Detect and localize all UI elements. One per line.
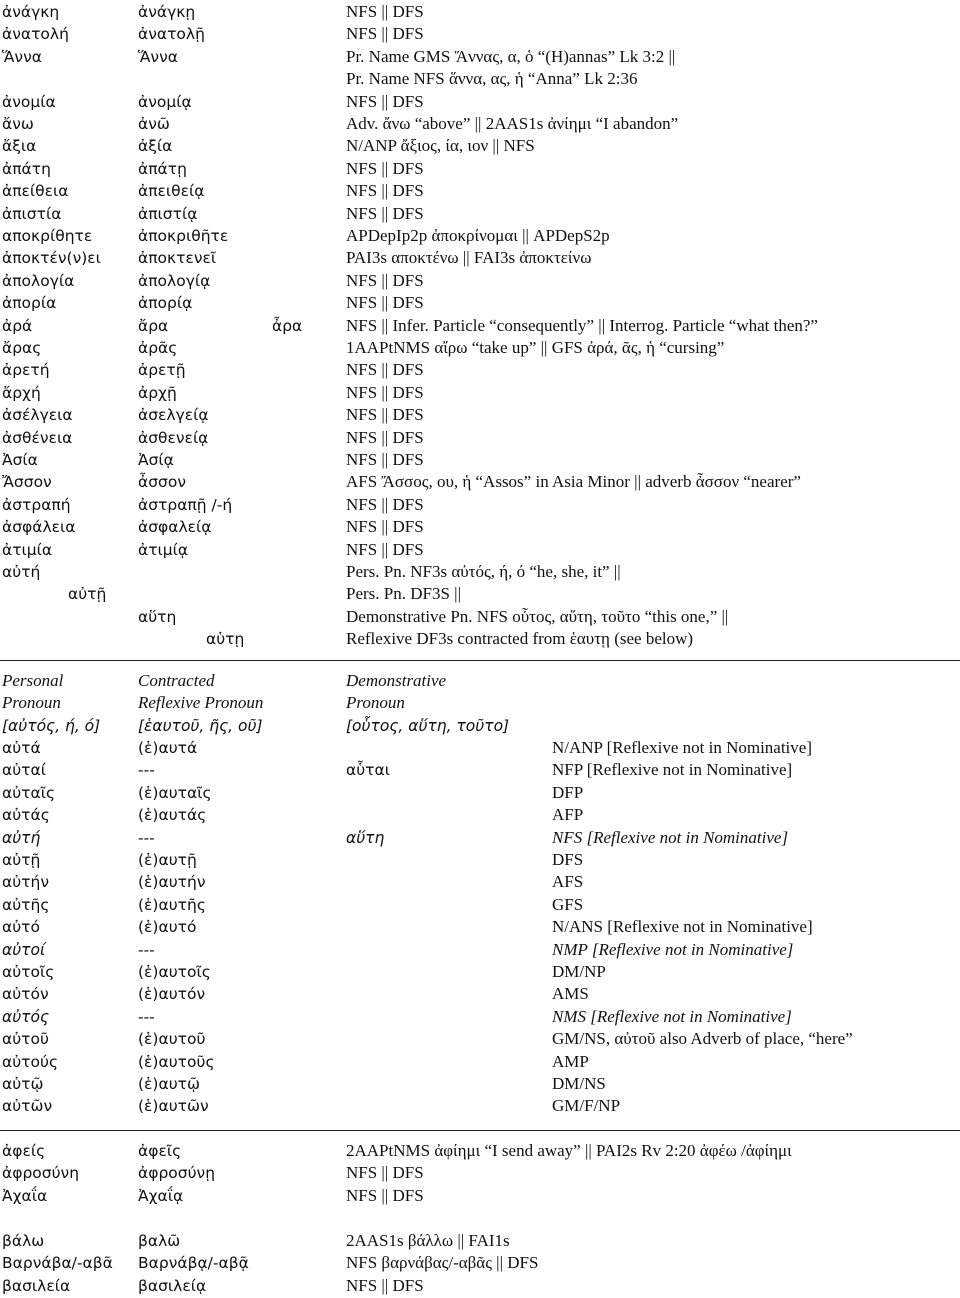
inflected-form: αὕτη	[138, 607, 177, 626]
grammar-note: NFP [Reflexive not in Nominative]	[552, 760, 793, 780]
header-reflexive: Reflexive Pronoun	[138, 693, 264, 713]
parsing-note: NFS || DFS	[346, 450, 424, 469]
inflected-form: Ἅννα	[138, 47, 178, 66]
table-header-row	[0, 715, 960, 737]
grammar-note: AMP	[552, 1051, 589, 1071]
lexical-form: Βαρνάβα/-αβᾶ	[2, 1254, 113, 1273]
entry-row	[0, 427, 960, 449]
table-header-row	[0, 670, 960, 692]
table-row	[0, 1006, 960, 1028]
lexical-form: ἀπείθεια	[2, 182, 69, 201]
grammar-note: NMP [Reflexive not in Nominative]	[552, 939, 794, 959]
parsing-note: Reflexive DF3s contracted from ἑαυτῃ (see below)	[346, 629, 694, 649]
inflected-form: ἀσθενείᾳ	[138, 428, 209, 447]
entry-row	[0, 1140, 960, 1162]
table-header-row	[0, 692, 960, 714]
reflexive-pronoun: (ἑ)αυτῇ	[138, 851, 197, 869]
parsing-note: NFS || DFS	[346, 2, 424, 21]
lexical-form: ἀπάτη	[2, 159, 51, 178]
grammar-note: DFP	[552, 782, 584, 802]
inflected-form: Ἀσίᾳ	[138, 451, 174, 469]
header-demonstrative: Demonstrative	[346, 671, 447, 690]
parsing-note: NFS || DFS	[346, 382, 424, 402]
header-reflexive: Contracted	[138, 671, 215, 690]
section-divider	[0, 1130, 960, 1131]
parsing-note: NFS || DFS	[346, 1163, 424, 1183]
entry-row	[0, 292, 960, 314]
reflexive-pronoun: (ἑ)αυτά	[138, 739, 198, 757]
lexical-form: ἀρετή	[2, 361, 50, 380]
parsing-note: N/ANP ἄξιος, ία, ιον || NFS	[346, 136, 535, 156]
demonstrative-pronoun: αὗται	[346, 761, 390, 780]
personal-pronoun: αὐτήν	[2, 873, 49, 892]
entry-row	[0, 1252, 960, 1274]
entry-row	[0, 359, 960, 381]
lexical-form: ἀφείς	[2, 1142, 46, 1160]
personal-pronoun: αὐτοῖς	[2, 963, 55, 981]
entry-row	[0, 46, 960, 68]
entry-row	[0, 404, 960, 426]
lexical-form: ἄρχή	[2, 383, 41, 402]
entry-row	[0, 1275, 960, 1297]
grammar-note: DFS	[552, 850, 584, 869]
entry-row	[0, 1, 960, 23]
parsing-note: NFS || Infer. Particle “consequently” || Interrog. Particle “what then?”	[346, 315, 818, 335]
header-demonstrative: Pronoun	[346, 693, 405, 713]
parsing-note: NFS || DFS	[346, 539, 424, 559]
table-row	[0, 1095, 960, 1117]
inflected-form: ἀσελγείᾳ	[138, 406, 209, 425]
entry-row	[0, 158, 960, 180]
lexical-form: αὐτή	[2, 563, 41, 581]
entry-row	[0, 471, 960, 493]
parsing-note: NFS || DFS	[346, 494, 424, 514]
table-row	[0, 804, 960, 826]
lexical-form: βάλω	[2, 1232, 45, 1250]
grammar-note: N/ANS [Reflexive not in Nominative]	[552, 917, 813, 937]
reflexive-pronoun: (ἑ)αυτῆς	[138, 895, 206, 914]
personal-pronoun: αὐτό	[2, 918, 41, 937]
inflected-form: ἀνατολῇ	[138, 25, 205, 44]
inflected-form: ἀρετῇ	[138, 361, 186, 380]
parsing-note: NFS || DFS	[346, 158, 424, 178]
lexical-form: ἀστραπή	[2, 495, 71, 514]
personal-pronoun: αὐτοί	[2, 940, 46, 959]
header-personal: [αὐτός, ή, ό]	[2, 716, 101, 735]
table-row	[0, 1051, 960, 1073]
parsing-note: NFS || DFS	[346, 1275, 424, 1295]
inflected-form: Βαρνάβᾳ/-αβᾷ	[138, 1254, 249, 1273]
lexical-form: ἀφροσύνη	[2, 1164, 80, 1183]
header-personal: Pronoun	[2, 693, 61, 713]
parsing-note: Pr. Name GMS Ἅννας, α, ὁ “(H)annas” Lk 3:2 ||	[346, 46, 676, 66]
lexical-form: ἀνομία	[2, 92, 56, 111]
inflected-form: ἀπολογίᾳ	[138, 271, 211, 290]
entry-row	[0, 561, 960, 583]
entry-row	[0, 583, 960, 605]
lexical-form: ἀποκτέν(ν)ει	[2, 249, 101, 268]
personal-pronoun: αὐτάς	[2, 806, 50, 825]
entry-row	[0, 606, 960, 628]
parsing-note: NFS || DFS	[346, 517, 424, 537]
inflected-form: Ἀχαΐᾳ	[138, 1186, 184, 1205]
table-row	[0, 894, 960, 916]
reflexive-pronoun: ---	[138, 1007, 155, 1026]
entry-row	[0, 1185, 960, 1207]
reflexive-pronoun: (ἑ)αυτοῖς	[138, 963, 211, 981]
personal-pronoun: αὐτῇ	[2, 851, 41, 869]
personal-pronoun: αὐτῷ	[2, 1075, 44, 1093]
parsing-note: NFS βαρνάβας/-αβᾶς || DFS	[346, 1253, 539, 1273]
parsing-note: NFS || DFS	[346, 24, 424, 44]
table-row	[0, 983, 960, 1005]
reflexive-pronoun: (ἑ)αυτήν	[138, 873, 206, 892]
parsing-note: NFS || DFS	[346, 360, 424, 380]
entry-row	[0, 135, 960, 157]
grammar-note: GFS	[552, 894, 584, 914]
grammar-note: N/ANP [Reflexive not in Nominative]	[552, 738, 812, 757]
table-row	[0, 871, 960, 893]
entry-row	[0, 91, 960, 113]
personal-pronoun: αὐτούς	[2, 1052, 59, 1071]
header-personal: Personal	[2, 671, 64, 690]
table-row	[0, 1073, 960, 1095]
entry-row	[0, 382, 960, 404]
inflected-form: ἀνῶ	[138, 115, 170, 133]
table-row	[0, 939, 960, 961]
entry-row	[0, 1162, 960, 1184]
inflected-form: ἀφροσύνῃ	[138, 1164, 216, 1183]
inflected-form: ἆσσον	[138, 473, 187, 492]
entry-row	[0, 315, 960, 337]
lexical-form: Ἀσία	[2, 451, 38, 469]
inflected-form: ἀρᾶς	[138, 339, 178, 357]
lexical-form: Ἅννα	[2, 47, 42, 66]
table-row	[0, 916, 960, 938]
inflected-form: ἀστραπῇ /-ή	[138, 495, 233, 514]
personal-pronoun: αὐτῶν	[2, 1097, 53, 1116]
reflexive-pronoun: (ἑ)αυτῷ	[138, 1075, 200, 1093]
lexical-form: αὐτῇ	[68, 585, 107, 604]
personal-pronoun: αὐτά	[2, 739, 41, 757]
table-row	[0, 961, 960, 983]
entry-row	[0, 68, 960, 90]
entry-row	[0, 516, 960, 538]
table-row	[0, 849, 960, 871]
reflexive-pronoun: ---	[138, 761, 155, 780]
lexical-form: ἄνω	[2, 115, 34, 133]
parsing-note: PAI3s αποκτένω || FAI3s ἀποκτείνω	[346, 248, 592, 268]
parsing-note: NFS || DFS	[346, 293, 424, 313]
inflected-form: ἀπιστίᾳ	[138, 204, 198, 223]
entry-row	[0, 1230, 960, 1252]
entry-row	[0, 203, 960, 225]
inflected-form: ἀπειθείᾳ	[138, 182, 205, 201]
parsing-note: Pers. Pn. DF3S ||	[346, 584, 461, 604]
inflected-form: αὑτῃ	[206, 630, 245, 649]
grammar-note: GM/F/NP	[552, 1096, 621, 1116]
parsing-note: NFS || DFS	[346, 91, 424, 111]
reflexive-pronoun: (ἑ)αυταῖς	[138, 783, 212, 802]
reflexive-pronoun: (ἑ)αυτάς	[138, 806, 207, 825]
parsing-note: NFS || DFS	[346, 427, 424, 447]
entry-row	[0, 494, 960, 516]
header-reflexive: [ἑαυτοῦ, ῆς, οῦ]	[138, 716, 263, 735]
parsing-note: NFS || DFS	[346, 181, 424, 201]
grammar-note: DM/NP	[552, 962, 606, 981]
entry-row	[0, 225, 960, 247]
section-divider	[0, 660, 960, 661]
inflected-form: ἀποκριθῆτε	[138, 227, 229, 245]
lexical-form: ἀνάγκη	[2, 3, 60, 21]
personal-pronoun: αὐτός	[2, 1007, 50, 1026]
entry-row	[0, 23, 960, 45]
parsing-note: 2AAPtNMS ἀφίημι “I send away” || PAI2s Rv 2:20 ἀφέω /ἀφίημι	[346, 1141, 792, 1160]
parsing-note: Pers. Pn. NF3s αὐτός, ή, ό “he, she, it” ||	[346, 562, 621, 581]
inflected-form: ἀρχῇ	[138, 383, 177, 402]
reflexive-pronoun: (ἑ)αυτοῦ	[138, 1030, 206, 1049]
parsing-note: APDepIp2p ἀποκρίνομαι || APDepS2p	[346, 226, 610, 245]
personal-pronoun: αὐτοῦ	[2, 1030, 49, 1049]
grammar-note: DM/NS	[552, 1074, 606, 1093]
table-row	[0, 782, 960, 804]
lexical-form: ἀσφάλεια	[2, 518, 76, 537]
lexical-form: ἀρά	[2, 316, 33, 335]
grammar-note: NMS [Reflexive not in Nominative]	[552, 1006, 792, 1026]
entry-row	[0, 247, 960, 269]
grammar-note: AMS	[552, 984, 589, 1004]
lexical-form: Ἀχαΐα	[2, 1186, 48, 1205]
inflected-form: ἀπάτῃ	[138, 159, 187, 178]
entry-row	[0, 180, 960, 202]
inflected-form: ἀποκτενεῖ	[138, 249, 217, 268]
parsing-note: NFS || DFS	[346, 1185, 424, 1205]
personal-pronoun: αὐταῖς	[2, 783, 56, 802]
table-row	[0, 737, 960, 759]
lexical-form: βασιλεία	[2, 1276, 71, 1295]
inflected-form: ἄρα	[138, 316, 169, 335]
inflected-form: ἀτιμίᾳ	[138, 540, 189, 559]
inflected-form-alt: ἆρα	[272, 316, 303, 335]
entry-row	[0, 270, 960, 292]
lexical-form: ἄρας	[2, 339, 42, 357]
inflected-form: ἀξία	[138, 137, 173, 156]
parsing-note: Demonstrative Pn. NFS οὗτος, αὕτη, τοῦτο “this one,” ||	[346, 606, 729, 626]
grammar-note: AFP	[552, 805, 584, 825]
inflected-form: ἀφεῖς	[138, 1142, 182, 1160]
lexical-form: ἀσέλγεια	[2, 406, 73, 425]
inflected-form: ἀνάγκῃ	[138, 3, 196, 21]
lexical-form: Ἄσσον	[2, 473, 52, 492]
lexical-form: ἀτιμία	[2, 540, 53, 559]
entry-row	[0, 449, 960, 471]
reflexive-pronoun: (ἑ)αυτῶν	[138, 1097, 209, 1116]
reflexive-pronoun: ---	[138, 940, 155, 959]
parsing-note: Adv. ἄνω “above” || 2AAS1s ἀνίημι “I abandon”	[346, 114, 679, 133]
entry-row	[0, 539, 960, 561]
entry-row	[0, 113, 960, 135]
grammar-note: GM/NS, αὐτοῦ also Adverb of place, “here”	[552, 1029, 853, 1049]
personal-pronoun: αὐτόν	[2, 985, 49, 1004]
inflected-form: ἀνομίᾳ	[138, 92, 192, 111]
personal-pronoun: αὐταί	[2, 761, 46, 780]
grammar-note: AFS	[552, 872, 584, 892]
parsing-note: NFS || DFS	[346, 405, 424, 425]
parsing-note: NFS || DFS	[346, 270, 424, 290]
table-row	[0, 827, 960, 849]
reflexive-pronoun: ---	[138, 828, 155, 847]
table-row	[0, 759, 960, 781]
grammar-note: NFS [Reflexive not in Nominative]	[552, 827, 789, 847]
inflected-form: βαλῶ	[138, 1232, 181, 1250]
reflexive-pronoun: (ἑ)αυτοῦς	[138, 1052, 215, 1071]
parsing-note: NFS || DFS	[346, 203, 424, 223]
lexical-form: αποκρίθητε	[2, 227, 93, 245]
parsing-note: 1AAPtNMS αἴρω “take up” || GFS ἀρά, ᾶς, ἡ “cursing”	[346, 338, 725, 357]
reflexive-pronoun: (ἑ)αυτόν	[138, 985, 206, 1004]
inflected-form: βασιλείᾳ	[138, 1276, 207, 1295]
parsing-note: 2AAS1s βάλλω || FAI1s	[346, 1231, 510, 1250]
lexical-form: ἄξια	[2, 137, 37, 156]
lexical-form: ἀνατολή	[2, 25, 69, 44]
lexical-form: ἀσθένεια	[2, 428, 73, 447]
table-row	[0, 1028, 960, 1050]
personal-pronoun: αὐτῆς	[2, 895, 50, 914]
parsing-note: Pr. Name NFS ἅννα, ας, ἡ “Anna” Lk 2:36	[346, 69, 638, 89]
entry-row	[0, 337, 960, 359]
lexical-form: ἀπολογία	[2, 271, 75, 290]
reflexive-pronoun: (ἑ)αυτό	[138, 918, 197, 937]
inflected-form: ἀπορίᾳ	[138, 294, 193, 313]
personal-pronoun: αὐτή	[2, 828, 41, 847]
demonstrative-pronoun: αὕτη	[346, 828, 385, 847]
inflected-form: ἀσφαλείᾳ	[138, 518, 212, 537]
header-demonstrative: [οὗτος, αὕτη, τοῦτο]	[346, 716, 510, 735]
parsing-note: AFS Ἄσσος, ου, ἡ “Assos” in Asia Minor || adverb ἆσσον “nearer”	[346, 472, 801, 492]
lexical-form: ἀπιστία	[2, 204, 62, 223]
entry-row	[0, 628, 960, 650]
lexical-form: ἀπορία	[2, 294, 57, 313]
